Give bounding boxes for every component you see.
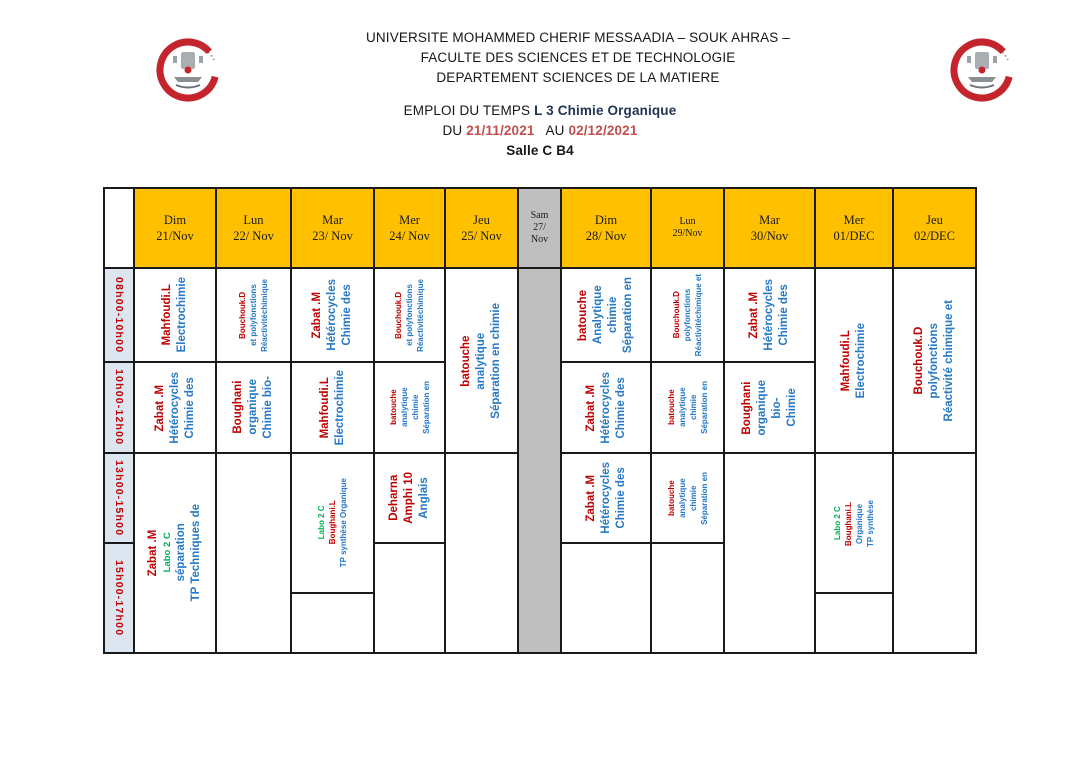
cell-line: et polyfonctions [405, 284, 414, 346]
cell-line: Séparation en [699, 471, 709, 525]
cell-text [576, 277, 636, 353]
day-header-dim28 [562, 189, 650, 269]
column-sam27 [519, 189, 562, 652]
cell-line: Electrochimie [333, 369, 346, 446]
cell-line: Bouchouk.D [672, 291, 681, 339]
day-header-mer01 [816, 189, 892, 269]
column-mer01 [816, 189, 894, 652]
day-header-line: 25/ Nov [461, 229, 502, 243]
cell-line: TP Techniques de [190, 504, 202, 602]
cell-text [113, 460, 125, 536]
column-dim21 [135, 189, 217, 652]
cell-line: Labo 2 C [317, 506, 326, 540]
column-mar23 [292, 189, 375, 652]
day-header-line: Nov [530, 234, 549, 245]
day-header-line: 29/Nov [672, 228, 703, 239]
cell-line: organique [247, 379, 259, 436]
day-header-jeu02 [894, 189, 975, 269]
cell-line: Organique [855, 502, 864, 543]
cell-line: Chimie [785, 388, 798, 427]
cell-text [839, 323, 869, 398]
cell-line: Boughani.L [328, 501, 337, 545]
cell-line: Analytique [592, 285, 604, 345]
day-header-line: 22/ Nov [233, 229, 274, 243]
date-from: 21/11/2021 [466, 123, 535, 138]
cell-mer24-2 [375, 454, 444, 544]
cell-text [113, 277, 125, 353]
cell-text [237, 279, 270, 352]
day-header-line: Dim [594, 213, 618, 227]
cell-line: Hétérocycles [763, 279, 775, 351]
faculty-name: FACULTE DES SCIENCES ET DE TECHNOLOGIE [420, 50, 736, 65]
cell-line: Bouchouk.D [913, 326, 925, 395]
cell-mar23-0 [292, 269, 373, 363]
cell-dim28-1 [562, 363, 650, 454]
cell-line: Zabat .M [153, 384, 166, 431]
cell-text [153, 372, 198, 444]
cell-text [146, 504, 204, 601]
cell-line: séparation [175, 523, 187, 583]
column-mar30 [725, 189, 816, 652]
cell-line: analytique [677, 387, 687, 428]
day-header-lun29 [652, 189, 723, 269]
day-header-line: Jeu [473, 213, 490, 227]
day-header-jeu25 [446, 189, 517, 269]
department-name: DEPARTEMENT SCIENCES DE LA MATIERE [436, 70, 720, 85]
cell-line: Boughani.L [844, 501, 853, 545]
cell-text [459, 303, 504, 419]
cell-mar23-1 [292, 363, 373, 454]
cell-sam27-0 [519, 269, 560, 652]
time-slot-1 [105, 363, 133, 454]
cell-mar23-2 [292, 454, 373, 594]
cell-line: 08h00-10h00 [113, 276, 125, 354]
cell-line: Séparation en [421, 381, 431, 434]
cell-dim28-0 [562, 269, 650, 363]
cell-line: Chimie des [183, 376, 196, 439]
cell-dim21-0 [135, 269, 215, 363]
du-label: DU [442, 123, 467, 138]
cell-line: Hétérocycles [599, 462, 612, 534]
cell-line: chimie [410, 394, 420, 421]
cell-mer24-0 [375, 269, 444, 363]
cell-line: Séparation en [699, 381, 709, 434]
cell-line: analytique [399, 387, 409, 428]
day-header-line: 21/Nov [156, 229, 194, 243]
cell-line: chimie [607, 296, 619, 334]
day-header-line: Mar [322, 213, 343, 227]
cell-line: 13h00-15h00 [113, 459, 125, 537]
cell-line: chimie [688, 485, 698, 511]
cell-mer01-1 [816, 454, 892, 594]
cell-mar30-1 [725, 363, 814, 454]
emploi-label: EMPLOI DU TEMPS [403, 103, 535, 118]
cell-line: Anglais [418, 477, 430, 519]
cell-line: batouche [460, 334, 472, 387]
university-name: UNIVERSITE MOHAMMED CHERIF MESSAADIA – SOUK AHRAS – [366, 30, 790, 45]
cell-line: batouche [577, 289, 589, 341]
day-header-mer24 [375, 189, 444, 269]
cell-text [584, 462, 629, 534]
day-header-mar30 [725, 189, 814, 269]
cell-line: Electrochimie [855, 322, 867, 399]
cell-line: Zabat .M [147, 529, 159, 577]
column-dim28 [562, 189, 652, 652]
cell-line: organique [755, 379, 768, 436]
day-header-sam27 [519, 189, 560, 269]
cell-text [584, 372, 629, 444]
day-header-line: Dim [163, 213, 187, 227]
cell-jeu25-0 [446, 269, 517, 454]
column-lun22 [217, 189, 292, 652]
column-jeu02 [894, 189, 975, 652]
cell-line: Réactivitéchimique et [694, 273, 703, 357]
cell-mer24-1 [375, 363, 444, 454]
day-header-line: Lun [243, 213, 264, 227]
cell-lun29-3 [652, 544, 723, 652]
time-slot-2 [105, 454, 133, 544]
cell-line: Mahfoudi.L [161, 284, 173, 346]
cell-mer01-2 [816, 594, 892, 652]
cell-line: Mahfoudi.L [840, 329, 852, 392]
cell-text [832, 500, 876, 547]
cell-dim21-1 [135, 363, 215, 454]
day-header-line: 27/ [533, 222, 546, 233]
cell-mar30-2 [725, 454, 814, 652]
cell-line: Electrochimie [176, 277, 188, 353]
cell-text [747, 279, 792, 351]
day-header-line: Jeu [926, 213, 943, 227]
cell-lun29-1 [652, 363, 723, 454]
cell-line: Amphi 10 [403, 472, 415, 524]
day-header-lun22 [217, 189, 290, 269]
cell-line: Boughani [232, 380, 244, 435]
cell-text [387, 472, 432, 524]
day-header-line: 01/DEC [833, 229, 875, 243]
cell-line: Zabat .M [584, 474, 597, 522]
day-header-line: Lun [679, 216, 696, 227]
cell-text [310, 279, 355, 351]
cell-line: Chimie des [778, 284, 790, 346]
cell-line: Labo 2 C [833, 506, 842, 540]
cell-lun22-2 [217, 454, 290, 652]
cell-line: Bouchouk.D [394, 291, 403, 339]
room-label: Salle C B4 [506, 143, 574, 158]
cell-text [740, 380, 800, 436]
date-range [0, 121, 1080, 141]
cell-text [318, 370, 348, 445]
cell-text [113, 369, 125, 445]
schedule-title [0, 101, 1080, 121]
cell-line: Séparation en chimie [490, 302, 502, 419]
column-mer24 [375, 189, 446, 652]
cell-line: bio- [770, 396, 783, 419]
cell-line: Réactivitéchimique [416, 278, 425, 352]
column-lun29 [652, 189, 725, 652]
time-slot-0 [105, 269, 133, 363]
cell-line: Labo 2 C [162, 532, 173, 574]
cell-dim28-3 [562, 544, 650, 652]
date-to: 02/12/2021 [568, 123, 638, 138]
cell-line: TP synthèse Organique [339, 478, 348, 568]
day-header-line: Mer [399, 213, 420, 227]
day-header-mar23 [292, 189, 373, 269]
cell-jeu25-1 [446, 454, 517, 652]
cell-line: Deharna [388, 474, 400, 522]
cell-line: batouche [388, 389, 398, 426]
cell-line: analytique [677, 478, 687, 518]
day-header-line: 28/ Nov [585, 229, 627, 243]
cell-line: Zabat .M [311, 291, 323, 339]
day-header-line: Mer [843, 213, 865, 227]
cell-line: Séparation en [622, 276, 634, 354]
cell-dim21-2 [135, 454, 215, 652]
cell-lun22-0 [217, 269, 290, 363]
day-header-line: 02/DEC [914, 229, 955, 243]
cell-line: Mahfoudi.L [318, 376, 331, 439]
cell-line: Hétérocycles [599, 371, 612, 444]
cell-line: batouche [666, 389, 676, 426]
cell-line: Réactivitéchimique [260, 278, 269, 352]
cell-text [393, 279, 426, 352]
cell-line: Hétérocycles [168, 371, 181, 444]
cell-text [160, 277, 190, 352]
day-header-line: 24/ Nov [389, 229, 430, 243]
cell-text [666, 381, 710, 434]
cell-jeu02-0 [894, 269, 975, 454]
timetable-grid [103, 187, 977, 654]
day-header-dim21 [135, 189, 215, 269]
cell-jeu02-1 [894, 454, 975, 652]
cell-line: Chimie bio- [262, 376, 274, 439]
cell-text [912, 300, 957, 421]
day-header-line: 23/ Nov [312, 229, 353, 243]
au-label: AU [534, 123, 569, 138]
cell-mer24-3 [375, 544, 444, 652]
cell-line: polyfonctions [928, 322, 940, 399]
cell-lun29-2 [652, 454, 723, 544]
cell-text [671, 274, 704, 356]
cell-line: Bouchouk.D [238, 291, 247, 339]
cell-line: chimie [688, 394, 698, 421]
day-header-line: Sam [530, 210, 549, 221]
cell-line: Hétérocycles [326, 279, 338, 351]
cell-line: analytique [475, 332, 487, 389]
cell-mar30-0 [725, 269, 814, 363]
corner-cell [105, 189, 133, 269]
cell-mar23-3 [292, 594, 373, 652]
cell-text [113, 560, 125, 636]
cell-lun29-0 [652, 269, 723, 363]
cell-line: batouche [666, 480, 676, 516]
cell-text [388, 381, 432, 434]
column-time [105, 189, 135, 652]
cell-line: Boughani [740, 380, 753, 435]
cell-dim28-2 [562, 454, 650, 544]
document-title-block [0, 101, 1080, 161]
cell-line: TP synthèse [866, 499, 875, 547]
program-title: L 3 Chimie Organique [534, 103, 677, 118]
cell-text [316, 478, 349, 567]
time-slot-3 [105, 544, 133, 652]
cell-line: Zabat .M [748, 291, 760, 339]
cell-mer01-0 [816, 269, 892, 454]
cell-line: Chimie des [614, 376, 627, 439]
column-jeu25 [446, 189, 519, 652]
cell-line: Chimie des [341, 284, 353, 346]
day-header-line: 30/Nov [750, 229, 789, 243]
cell-line: Réactivité chimique et [943, 299, 955, 422]
cell-line: polyfonctions [683, 288, 692, 342]
institution-header [0, 28, 1080, 88]
cell-lun22-1 [217, 363, 290, 454]
cell-line: 15h00-17h00 [113, 559, 125, 637]
cell-line: et polyfonctions [249, 284, 258, 346]
cell-line: Chimie des [614, 467, 627, 529]
cell-line: 10h00-12h00 [113, 369, 125, 446]
day-header-line: Mar [759, 213, 780, 227]
cell-text [666, 472, 710, 525]
cell-line: Zabat .M [584, 384, 597, 431]
cell-text [231, 376, 276, 439]
